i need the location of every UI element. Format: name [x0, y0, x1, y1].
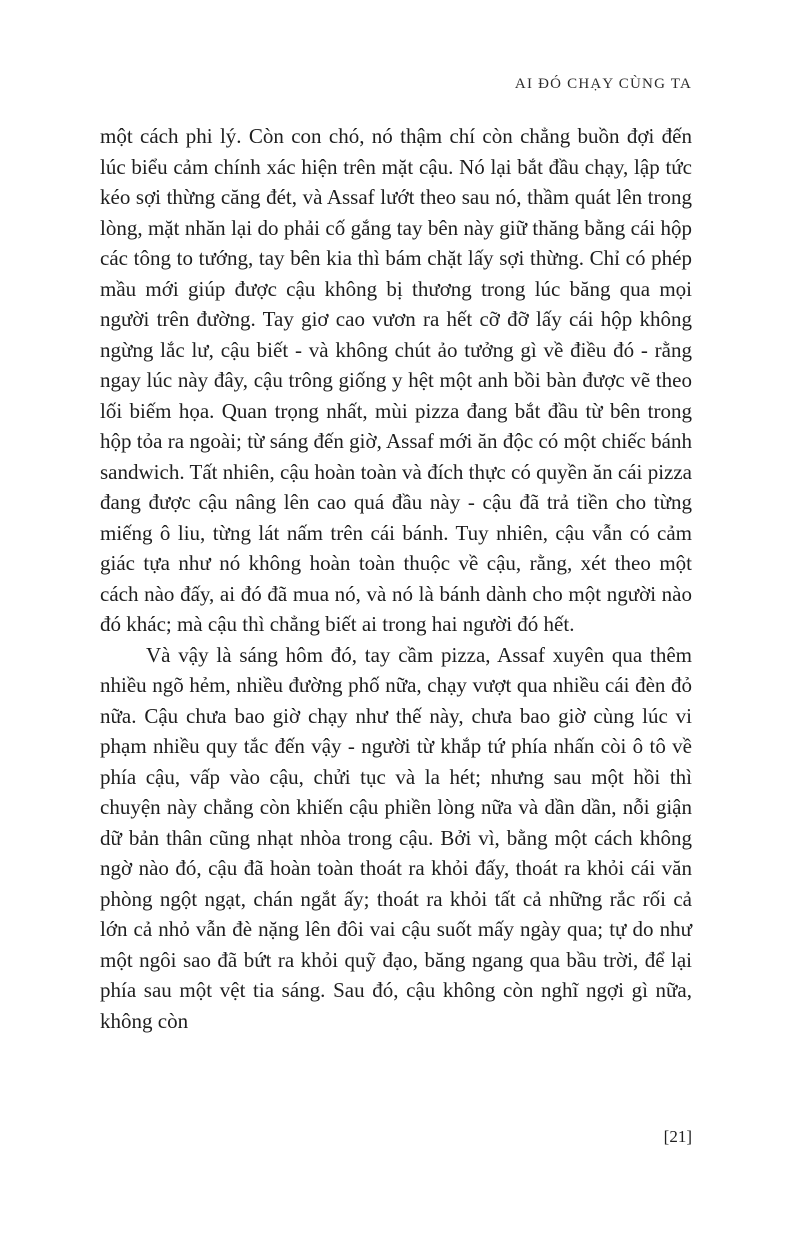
paragraph-2: Và vậy là sáng hôm đó, tay cầm pizza, Assaf xuyên qua thêm nhiều ngõ hẻm, nhiều đường phố nữa, chạy vượt qua nhiều cái đèn đỏ nữa. Cậu chưa bao giờ chạy như thế này, chưa bao giờ cùng lúc vi phạm nhiều quy tắc đến vậy - người từ khắp tứ phía nhấn còi ô tô về phía cậu, vấp vào cậu, chửi tục và la hét; nhưng sau một hồi thì chuyện này chẳng còn khiến cậu phiền lòng nữa và dần dần, nỗi giận dữ bản thân cũng nhạt nhòa trong cậu. Bởi vì, bằng một cách không ngờ nào đó, cậu đã hoàn toàn thoát ra khỏi đấy, thoát ra khỏi cái văn phòng ngột ngạt, chán ngắt ấy; thoát ra khỏi tất cả những rắc rối cả lớn cả nhỏ vẫn đè nặng lên đôi vai cậu suốt mấy ngày qua; tự do như một ngôi sao đã bứt ra khỏi quỹ đạo, băng ngang qua bầu trời, để lại phía sau một vệt tia sáng. Sau đó, cậu không còn nghĩ ngợi gì nữa, không còn — [100, 642, 692, 1033]
paragraph-1: một cách phi lý. Còn con chó, nó thậm chí còn chẳng buồn đợi đến lúc biểu cảm chính xác hiện trên mặt cậu. Nó lại bắt đầu chạy, lập tức kéo sợi thừng căng đét, và Assaf lướt theo sau nó, thầm quát lên trong lòng, mặt nhăn lại do phải cố gắng tay bên này giữ thăng bằng cái hộp các tông to tướng, tay bên kia thì bám chặt lấy sợi thừng. Chỉ có phép mầu mới giúp được cậu không bị thương trong lúc băng qua mọi người trên đường. Tay giơ cao vươn ra hết cỡ đỡ lấy cái hộp không ngừng lắc lư, cậu biết - và không chút ảo tưởng gì về điều đó - rằng ngay lúc này đây, cậu trông giống y hệt một anh bồi bàn được vẽ theo lối biếm họa. Quan trọng nhất, mùi pizza đang bắt đầu từ bên trong hộp tỏa ra ngoài; từ sáng đến giờ, Assaf mới ăn độc có một chiếc bánh sandwich. Tất nhiên, cậu hoàn toàn và đích thực có quyền ăn cái pizza đang được cậu nâng lên cao quá đầu này - cậu đã trả tiền cho từng miếng ô liu, từng lát nấm trên cái bánh. Tuy nhiên, cậu vẫn có cảm giác tựa như nó không hoàn toàn thuộc về cậu, rằng, xét theo một cách nào đấy, ai đó đã mua nó, và nó là bánh dành cho một người nào đó khác; mà cậu thì chẳng biết ai trong hai người đó hết. — [100, 124, 692, 636]
running-header: AI ĐÓ CHẠY CÙNG TA — [514, 76, 692, 92]
page-number: [21] — [663, 1127, 692, 1146]
body-text — [100, 121, 692, 1036]
